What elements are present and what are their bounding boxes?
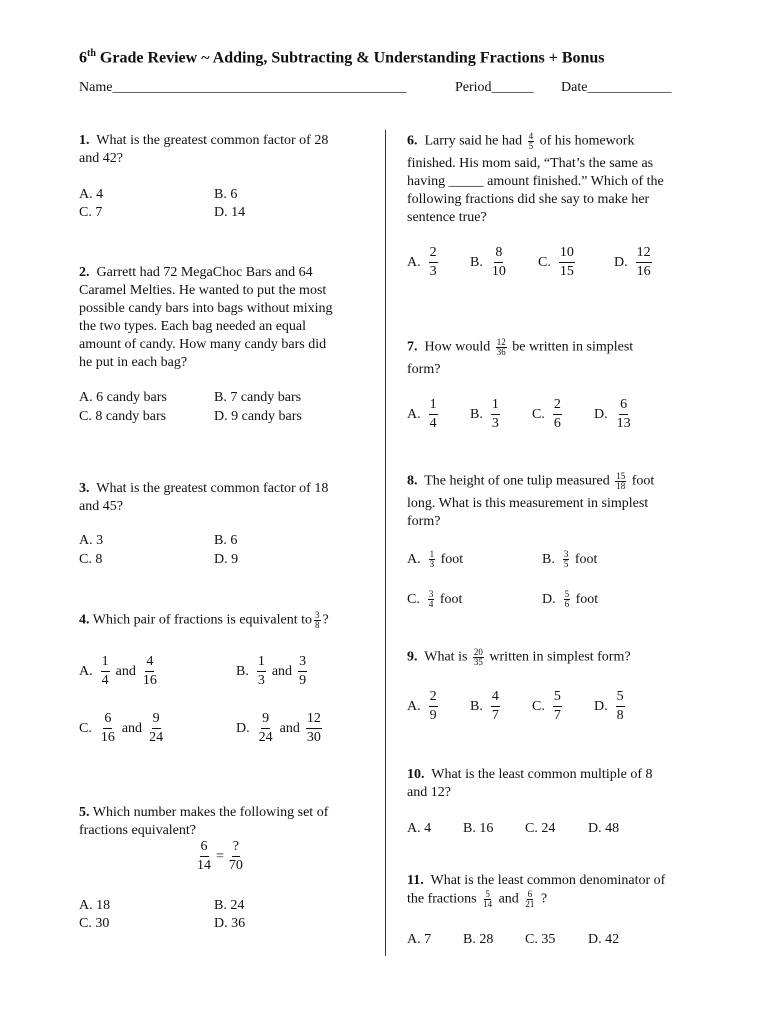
q1-option-a[interactable]: A. 4 [79, 187, 104, 202]
question-10: 10. What is the least common multiple of 8 and 12? [407, 767, 653, 800]
q8-option-c[interactable]: C. $\frac{3}{4}$ foot [407, 589, 463, 609]
q9-option-d[interactable]: D. $\frac{5}{8}$ [594, 689, 624, 723]
q4-option-a[interactable]: A. $\frac{1}{4}$ and $\frac{4}{16}$ [79, 654, 157, 688]
q11-fraction-2: $\frac{6}{21}$ [525, 889, 535, 909]
q6-option-b[interactable]: B. $\frac{8}{10}$ [470, 245, 506, 279]
question-6: 6. Larry said he had $\frac{4}{5}$ of his homework finished. His mom said, “That’s the same as having _____ amount finished.” Which of the following fractions did she say to make her sentence true? [407, 131, 664, 225]
q5-option-c[interactable]: C. 30 [79, 916, 110, 931]
q2-option-c[interactable]: C. 8 candy bars [79, 409, 167, 424]
q1-option-d[interactable]: D. 14 [214, 205, 246, 220]
q7-inline-fraction: $\frac{12}{36}$ [496, 337, 506, 357]
column-divider [385, 130, 386, 956]
question-9: 9. What is $\frac{20}{35}$ written in simplest form? [407, 647, 631, 667]
q2-option-a[interactable]: A. 6 candy bars [79, 390, 167, 405]
q8-option-a[interactable]: A. $\frac{1}{3}$ foot [407, 549, 464, 569]
question-5: 5. Which number makes the following set of fractions equivalent? [79, 805, 329, 838]
question-1: 1. What is the greatest common factor of 28 and 42? [79, 133, 329, 166]
date-field[interactable]: Date____________ [561, 80, 672, 95]
question-7: 7. How would $\frac{12}{36}$ be written in simplest form? [407, 337, 634, 377]
q3-option-c[interactable]: C. 8 [79, 552, 103, 567]
q11-option-a[interactable]: A. 7 [407, 932, 432, 947]
q3-option-a[interactable]: A. 3 [79, 533, 104, 548]
q8-option-b[interactable]: B. $\frac{3}{5}$ foot [542, 549, 598, 569]
q10-option-b[interactable]: B. 16 [463, 821, 494, 836]
q9-option-b[interactable]: B. $\frac{4}{7}$ [470, 689, 499, 723]
q7-option-a[interactable]: A. $\frac{1}{4}$ [407, 397, 437, 431]
period-field[interactable]: Period______ [455, 80, 534, 95]
name-field[interactable]: Name__________________________________________ [79, 80, 407, 95]
q5-option-d[interactable]: D. 36 [214, 916, 246, 931]
q4-option-b[interactable]: B. $\frac{1}{3}$ and $\frac{3}{9}$ [236, 654, 307, 688]
question-8: 8. The height of one tulip measured $\frac{15}{18}$ foot long. What is this measurement in simplest form? [407, 471, 655, 529]
question-2: 2. Garrett had 72 MegaChoc Bars and 64 Caramel Melties. He wanted to put the most possible candy bars into bags without mixing the two types. Each bag needed an equal amount of candy. How many candy bars did he put in each bag? [79, 265, 333, 370]
q5-option-a[interactable]: A. 18 [79, 898, 111, 913]
q10-option-d[interactable]: D. 48 [588, 821, 620, 836]
q5-option-b[interactable]: B. 24 [214, 898, 245, 913]
q8-option-d[interactable]: D. $\frac{5}{6}$ foot [542, 589, 599, 609]
q9-option-c[interactable]: C. $\frac{5}{7}$ [532, 689, 561, 723]
page-title: 6th Grade Review ~ Adding, Subtracting & Understanding Fractions + Bonus [79, 48, 605, 67]
q1-option-b[interactable]: B. 6 [214, 187, 238, 202]
question-3: 3. What is the greatest common factor of 18 and 45? [79, 481, 329, 514]
q4-target-fraction: $\frac{3}{8}$ [315, 610, 320, 630]
q7-option-c[interactable]: C. $\frac{2}{6}$ [532, 397, 561, 431]
q8-inline-fraction: $\frac{15}{18}$ [616, 471, 626, 491]
q9-inline-fraction: $\frac{20}{35}$ [473, 647, 483, 667]
q6-option-c[interactable]: C. $\frac{10}{15}$ [538, 245, 574, 279]
q5-equation: $\frac{6}{14}$ = $\frac{?}{70}$ [197, 839, 243, 873]
q6-inline-fraction: $\frac{4}{5}$ [528, 131, 534, 151]
q6-option-d[interactable]: D. $\frac{12}{16}$ [614, 245, 651, 279]
q1-option-c[interactable]: C. 7 [79, 205, 103, 220]
q11-fraction-1: $\frac{5}{14}$ [483, 889, 493, 909]
question-4: 4. Which pair of fractions is equivalent to $\frac{3}{8}$ ? [79, 610, 329, 630]
q2-option-b[interactable]: B. 7 candy bars [214, 390, 302, 405]
q7-option-b[interactable]: B. $\frac{1}{3}$ [470, 397, 499, 431]
q6-option-a[interactable]: A. $\frac{2}{3}$ [407, 245, 437, 279]
q4-option-c[interactable]: C. $\frac{6}{16}$ and $\frac{9}{24}$ [79, 711, 164, 745]
question-11: 11. What is the least common denominator of the fractions $\frac{5}{14}$ and $\frac{6}{21}$ ? [407, 873, 666, 909]
q11-option-c[interactable]: C. 35 [525, 932, 556, 947]
q10-option-c[interactable]: C. 24 [525, 821, 556, 836]
q11-option-d[interactable]: D. 42 [588, 932, 620, 947]
q3-option-d[interactable]: D. 9 [214, 552, 239, 567]
q11-option-b[interactable]: B. 28 [463, 932, 494, 947]
q2-option-d[interactable]: D. 9 candy bars [214, 409, 302, 424]
q4-option-d[interactable]: D. $\frac{9}{24}$ and $\frac{12}{30}$ [236, 711, 321, 745]
q3-option-b[interactable]: B. 6 [214, 533, 238, 548]
q10-option-a[interactable]: A. 4 [407, 821, 432, 836]
q7-option-d[interactable]: D. $\frac{6}{13}$ [594, 397, 631, 431]
q9-option-a[interactable]: A. $\frac{2}{9}$ [407, 689, 437, 723]
